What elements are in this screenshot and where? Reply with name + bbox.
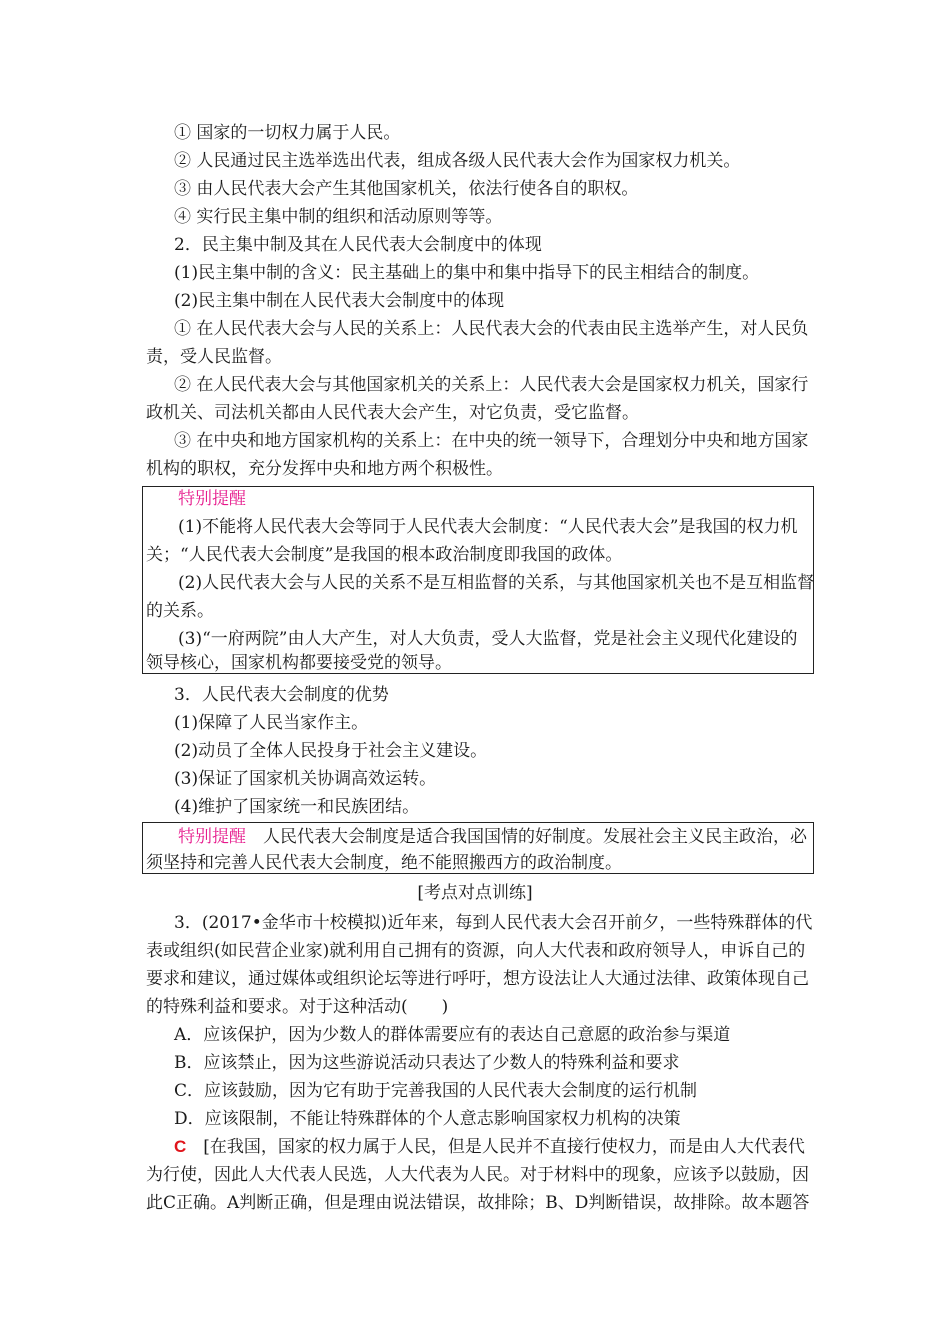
paragraph: (2)民主集中制在人民代表大会制度中的体现 (174, 291, 505, 311)
note-title: 特别提醒 (178, 827, 246, 847)
list-item: (1)保障了人民当家作主。 (174, 713, 369, 733)
paragraph: 政机关、司法机关都由人民代表大会产生，对它负责，受它监督。 (146, 403, 639, 423)
option-c: C．应该鼓励，因为它有助于完善我国的人民代表大会制度的运行机制 (174, 1081, 698, 1101)
explanation-text: 此C正确。A判断正确，但是理由说法错误，故排除；B、D判断错误，故排除。故本题答 (146, 1193, 810, 1213)
explanation-text: [在我国，国家的权力属于人民，但是人民并不直接行使权力，而是由人大代表代 (203, 1137, 805, 1157)
paragraph: ① 在人民代表大会与人民的关系上：人民代表大会的代表由民主选举产生，对人民负 (174, 319, 809, 339)
list-item: (2)动员了全体人民投身于社会主义建设。 (174, 741, 488, 761)
paragraph: (1)民主集中制的含义：民主基础上的集中和集中指导下的民主相结合的制度。 (174, 263, 760, 283)
question-text: 的特殊利益和要求。对于这种活动( ) (146, 997, 449, 1017)
note-text: (1)不能将人民代表大会等同于人民代表大会制度：“人民代表大会”是我国的权力机 (178, 517, 798, 537)
list-item: ② 人民通过民主选举选出代表，组成各级人民代表大会作为国家权力机关。 (174, 151, 741, 171)
list-item: (4)维护了国家统一和民族团结。 (174, 797, 420, 817)
paragraph: 责，受人民监督。 (146, 347, 282, 367)
answer-explanation (0, 1136, 950, 1158)
paragraph: 机构的职权，充分发挥中央和地方两个积极性。 (146, 459, 503, 479)
note-text: 人民代表大会制度是适合我国国情的好制度。发展社会主义民主政治，必 (263, 827, 807, 847)
note-text: (3)“一府两院”由人大产生，对人大负责，受人大监督，党是社会主义现代化建设的 (178, 629, 798, 649)
question-text: 要求和建议，通过媒体或组织论坛等进行呼吁，想方设法让人大通过法律、政策体现自己 (146, 969, 809, 989)
paragraph: ③ 在中央和地方国家机构的关系上：在中央的统一领导下，合理划分中央和地方国家 (174, 431, 809, 451)
section-heading: 3．人民代表大会制度的优势 (174, 685, 389, 705)
answer-letter: C (174, 1137, 187, 1156)
option-d: D．应该限制，不能让特殊群体的个人意志影响国家权力机构的决策 (174, 1109, 681, 1129)
question-text: 3．(2017•金华市十校模拟)近年来，每到人民代表大会召开前夕，一些特殊群体的代 (174, 913, 813, 933)
paragraph: ② 在人民代表大会与其他国家机关的关系上：人民代表大会是国家权力机关，国家行 (174, 375, 809, 395)
note-text: (2)人民代表大会与人民的关系不是互相监督的关系，与其他国家机关也不是互相监督 (178, 573, 815, 593)
list-item: ④ 实行民主集中制的组织和活动原则等等。 (174, 207, 503, 227)
question-text: 表或组织(如民营企业家)就利用自己拥有的资源，向人大代表和政府领导人，申诉自己的 (146, 941, 806, 961)
option-a: A．应该保护，因为少数人的群体需要应有的表达自己意愿的政治参与渠道 (174, 1025, 731, 1045)
list-item: (3)保证了国家机关协调高效运转。 (174, 769, 437, 789)
note-text: 领导核心，国家机构都要接受党的领导。 (146, 653, 452, 673)
list-item: ① 国家的一切权力属于人民。 (174, 123, 401, 143)
note-text: 关；“人民代表大会制度”是我国的根本政治制度即我国的政体。 (146, 545, 623, 565)
section-label: [考点对点训练] (417, 883, 533, 903)
note-text: 须坚持和完善人民代表大会制度，绝不能照搬西方的政治制度。 (146, 853, 622, 873)
explanation-text: 为行使，因此人大代表人民选，人大代表为人民。对于材料中的现象，应该予以鼓励，因 (146, 1165, 809, 1185)
list-item: ③ 由人民代表大会产生其他国家机关，依法行使各自的职权。 (174, 179, 639, 199)
note-text: 的关系。 (146, 601, 214, 621)
option-b: B．应该禁止，因为这些游说活动只表达了少数人的特殊利益和要求 (174, 1053, 680, 1073)
section-heading: 2．民主集中制及其在人民代表大会制度中的体现 (174, 235, 542, 255)
note-text (0, 826, 950, 848)
note-title: 特别提醒 (178, 489, 246, 509)
